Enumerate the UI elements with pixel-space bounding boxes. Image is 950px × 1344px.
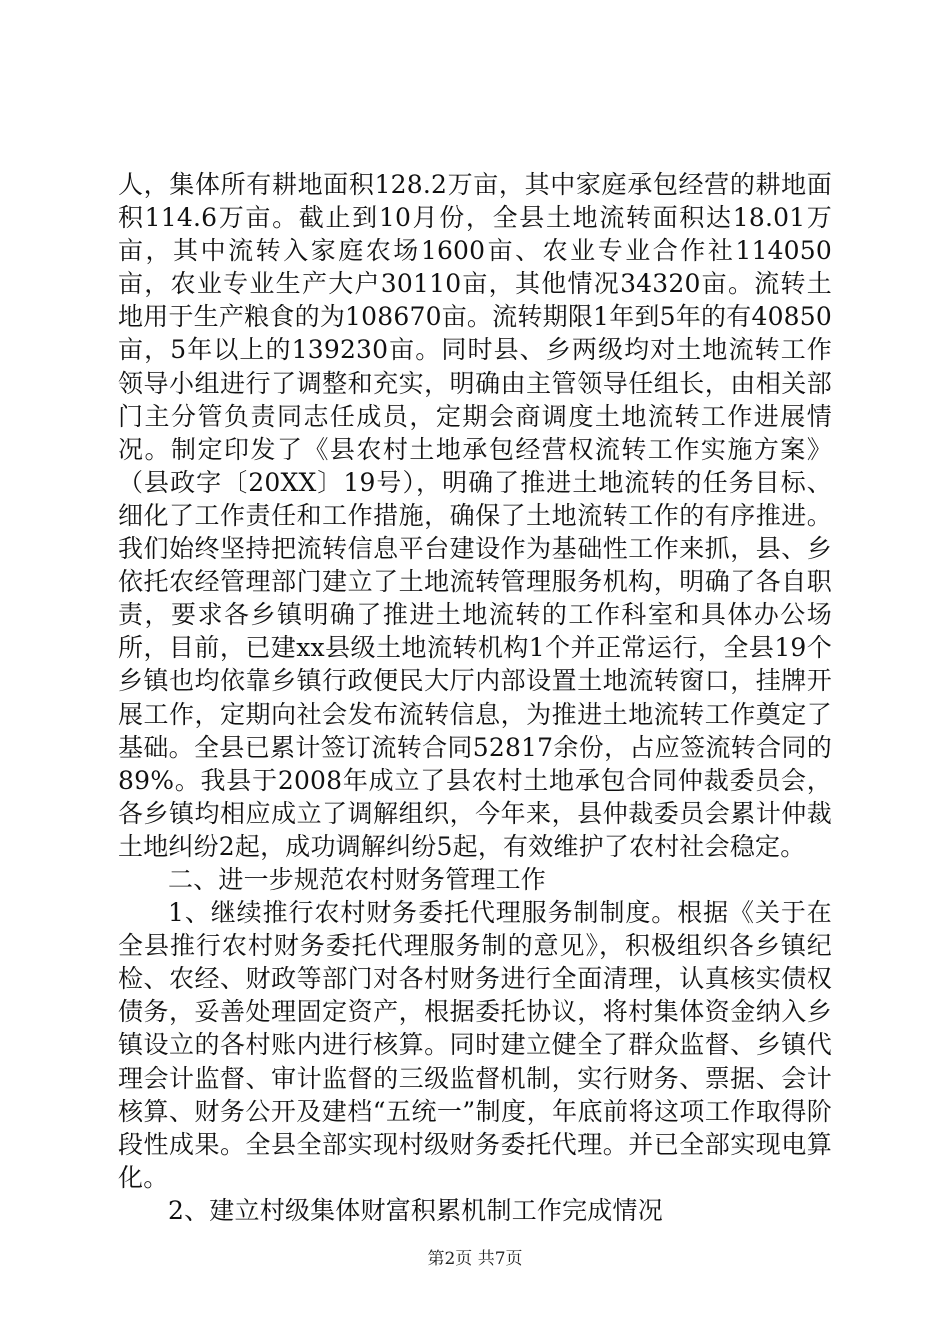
section-heading-finance: 二、进一步规范农村财务管理工作: [168, 864, 547, 894]
paragraph-finance-agency: 1、继续推行农村财务委托代理服务制制度。根据《关于在全县推行农村财务委托代理服务制的意见》，积极组织各乡镇纪检、农经、财政等部门对各村财务进行全面清理，认真核实债权债务，妥善处理固定资产，根据委托协议，将村集体资金纳入乡镇设立的各村账内进行核算。同时建立健全了群众监督、乡镇代理会计监督、审计监督的三级监督机制，实行财务、票据、会计核算、财务公开及建档“五统一”制度，年底前将这项工作取得阶段性成果。全县全部实现村级财务委托代理。并已全部实现电算化。: [118, 898, 832, 1192]
paragraph-land-transfer: 人，集体所有耕地面积128.2万亩，其中家庭承包经营的耕地面积114.6万亩。截止到10月份，全县土地流转面积达18.01万亩，其中流转入家庭农场1600亩、农业专业合作社114050亩，农业专业生产大户30110亩，其他情况34320亩。流转土地用于生产粮食的为108670亩。流转期限1年到5年的有40850亩，5年以上的139230亩。同时县、乡两级均对土地流转工作领导小组进行了调整和充实，明确由主管领导任组长，由相关部门主分管负责同志任成员，定期会商调度土地流转工作进展情况。制定印发了《县农村土地承包经营权流转工作实施方案》（县政字〔20XX〕19号），明确了推进土地流转的任务目标、细化了工作责任和工作措施，确保了土地流转工作的有序推进。我们始终坚持把流转信息平台建设作为基础性工作来抓，县、乡依托农经管理部门建立了土地流转管理服务机构，明确了各自职责，要求各乡镇明确了推进土地流转的工作科室和具体办公场所，目前，已建xx县级土地流转机构1个并正常运行，全县19个乡镇也均依靠乡镇行政便民大厅内部设置土地流转窗口，挂牌开展工作，定期向社会发布流转信息，为推进土地流转工作奠定了基础。全县已累计签订流转合同52817余份，占应签流转合同的89%。我县于2008年成立了县农村土地承包合同仲裁委员会，各乡镇均相应成立了调解组织，今年来，县仲裁委员会累计仲裁土地纠纷2起，成功调解纠纷5起，有效维护了农村社会稳定。: [118, 170, 832, 861]
document-body: [118, 168, 832, 1227]
paragraph-wealth-accumulation: 2、建立村级集体财富积累机制工作完成情况: [168, 1195, 663, 1225]
page-footer: 第2页 共7页: [427, 1249, 523, 1269]
